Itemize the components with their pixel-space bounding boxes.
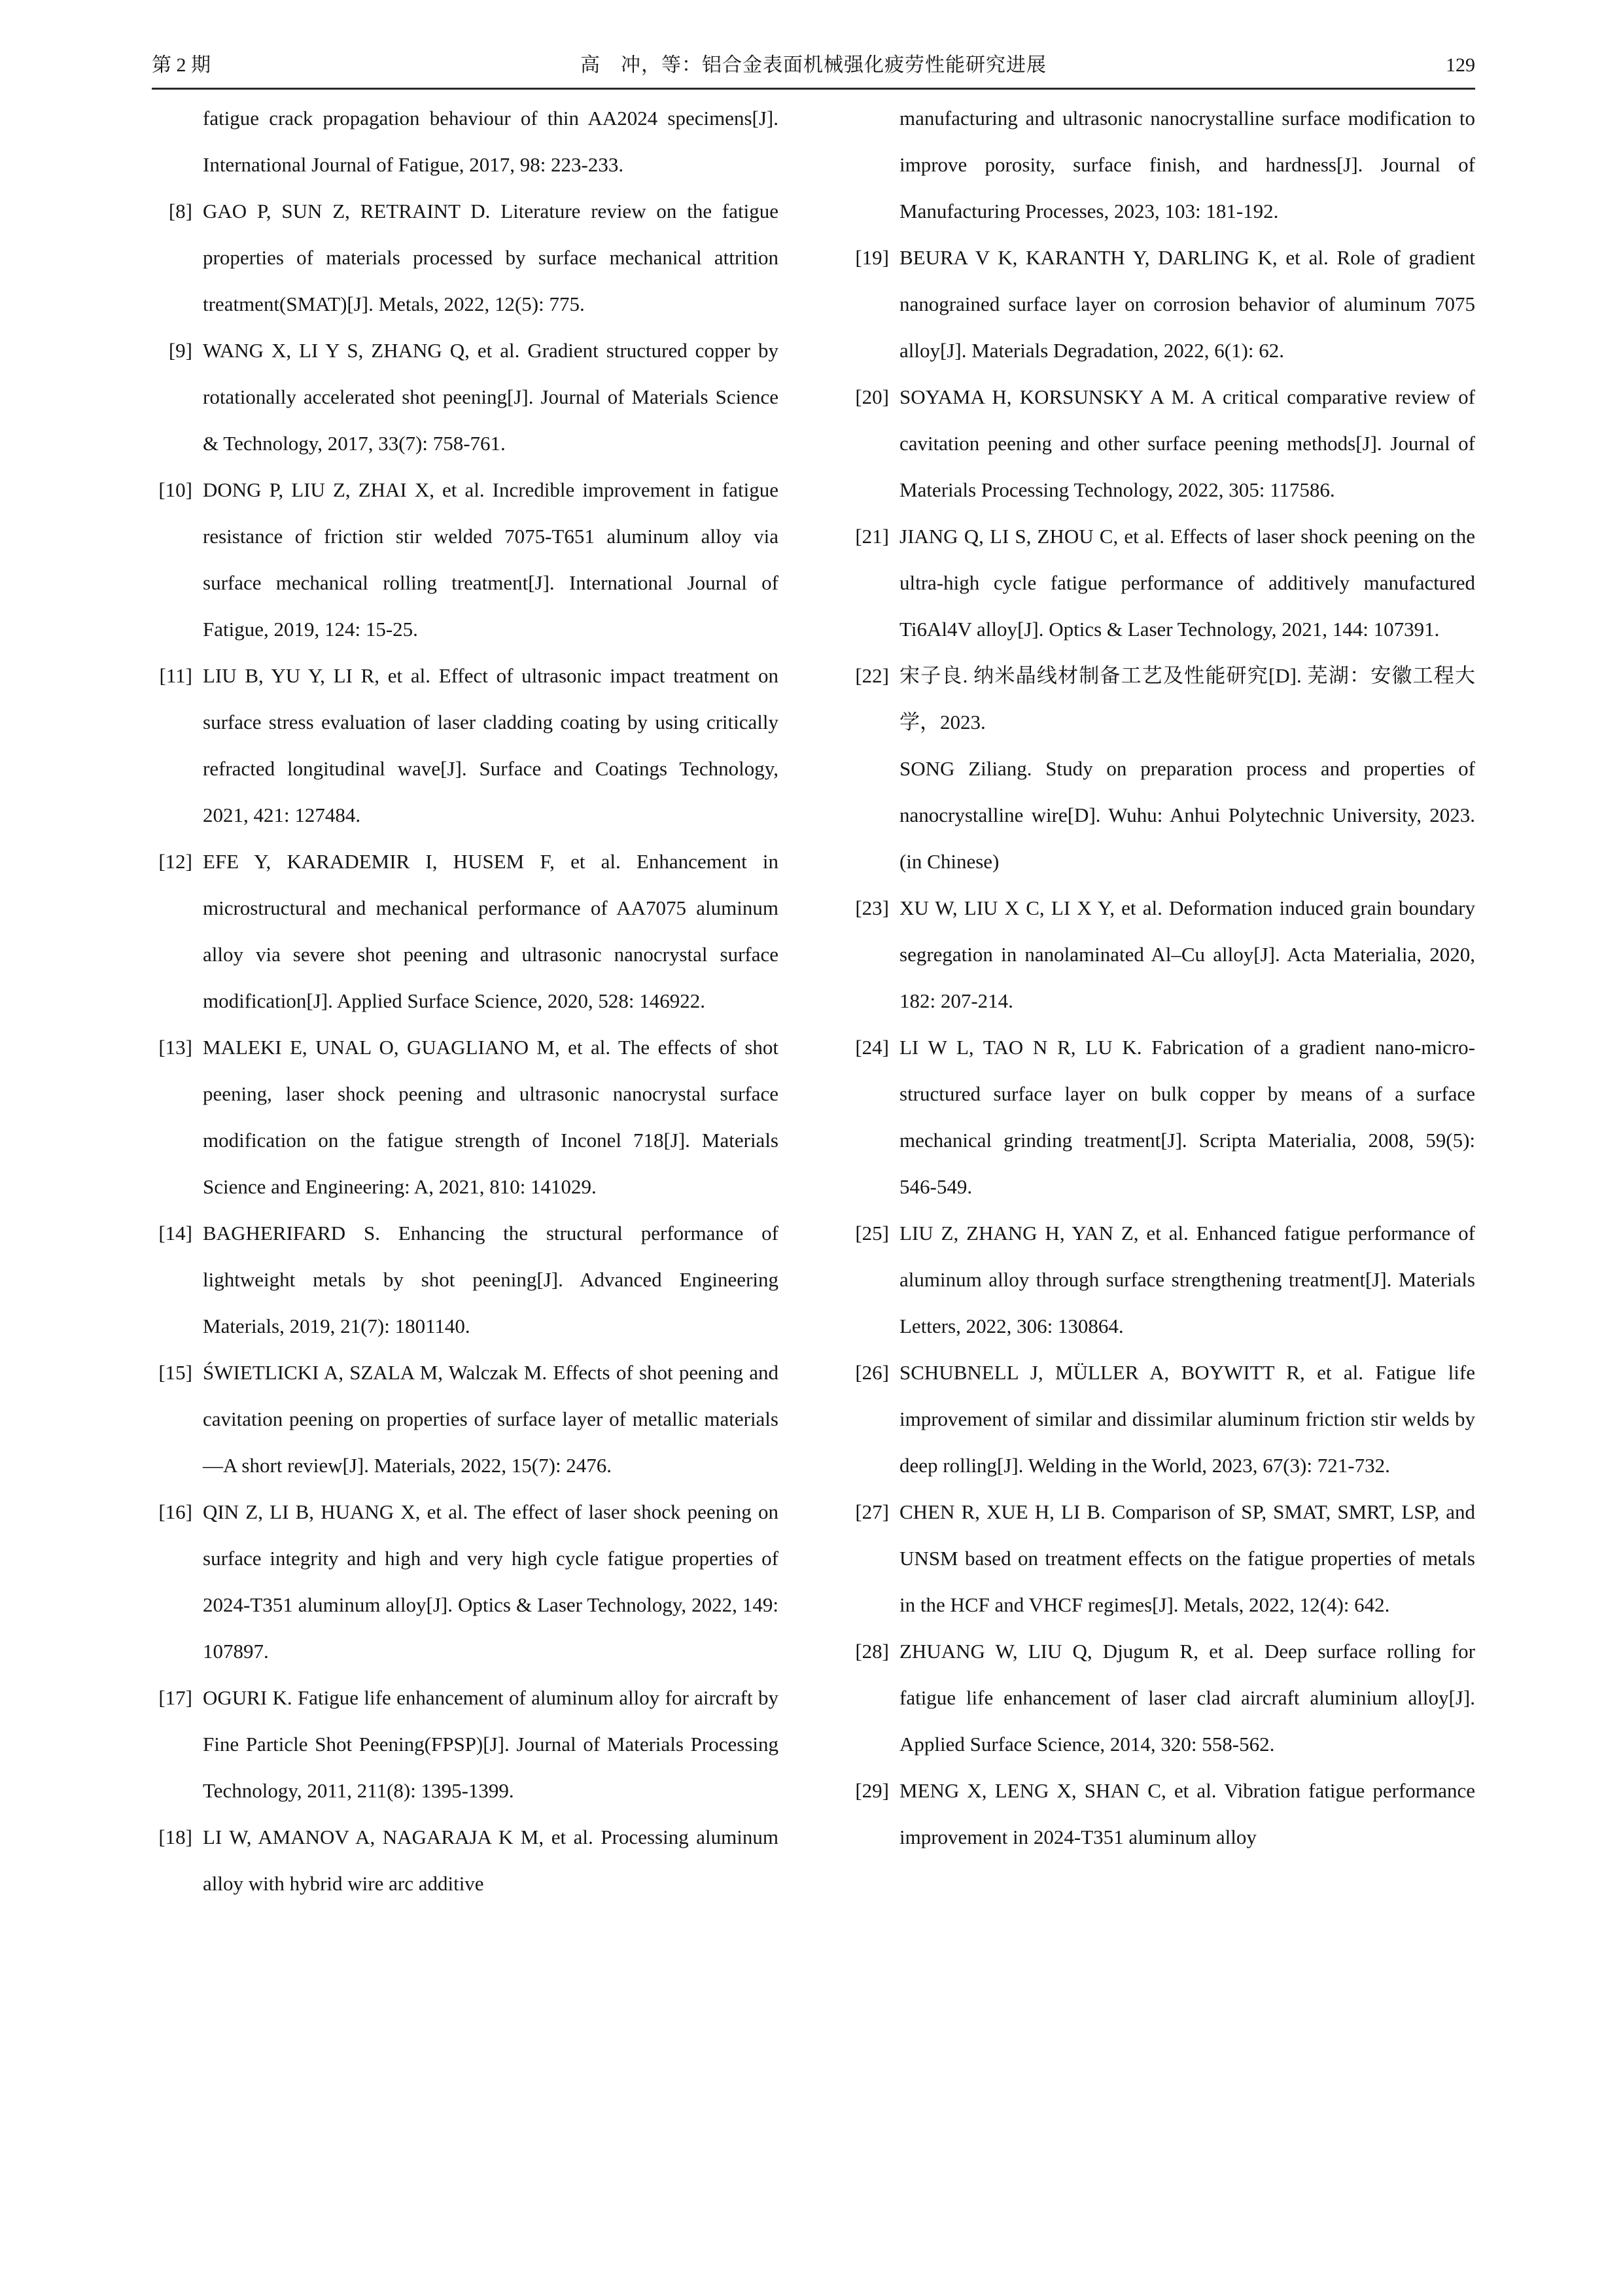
reference-text: BEURA V K, KARANTH Y, DARLING K, et al. Role of gradient nanograined surface layer on corrosion behavior of aluminum 7075 alloy[J]. Materials Degradation, 2022, 6(1): 62. bbox=[899, 246, 1475, 362]
reference-entry bbox=[152, 467, 778, 652]
reference-number: [17] bbox=[158, 1686, 192, 1709]
reference-text: QIN Z, LI B, HUANG X, et al. The effect of laser shock peening on surface integrity and high and very high cycle fatigue properties of 2024-T351 aluminum alloy[J]. Optics & Laser Technology, 2022, 149: 107897. bbox=[203, 1500, 778, 1663]
reference-entry bbox=[152, 1814, 778, 1907]
reference-entry bbox=[152, 95, 778, 188]
reference-entry bbox=[152, 1349, 778, 1489]
reference-number: [10] bbox=[158, 478, 192, 501]
running-title: 高 冲，等：铝合金表面机械强化疲劳性能研究进展 bbox=[580, 54, 1047, 76]
reference-number: [13] bbox=[158, 1036, 192, 1059]
reference-text: OGURI K. Fatigue life enhancement of aluminum alloy for aircraft by Fine Particle Shot Peening(FPSP)[J]. Journal of Materials Processing Technology, 2011, 211(8): 1395-1399. bbox=[203, 1686, 778, 1802]
reference-text: 宋子良. 纳米晶线材制备工艺及性能研究[D]. 芜湖：安徽工程大学，2023. bbox=[899, 664, 1475, 733]
reference-entry bbox=[152, 1024, 778, 1210]
reference-text: MALEKI E, UNAL O, GUAGLIANO M, et al. The effects of shot peening, laser shock peening and ultrasonic nanocrystal surface modification on the fatigue strength of Inconel 718[J]. Materials Science and Engineering: A, 2021, 810: 141029. bbox=[203, 1036, 778, 1198]
page-number: 129 bbox=[1446, 54, 1475, 76]
reference-text: EFE Y, KARADEMIR I, HUSEM F, et al. Enhancement in microstructural and mechanical performance of AA7075 aluminum alloy via severe shot peening and ultrasonic nanocrystal surface modification[J]. Applied Surface Science, 2020, 528: 146922. bbox=[203, 850, 778, 1012]
reference-text: MENG X, LENG X, SHAN C, et al. Vibration fatigue performance improvement in 2024-T351 aluminum alloy bbox=[899, 1779, 1475, 1848]
reference-number: [8] bbox=[168, 200, 192, 222]
reference-number: [19] bbox=[855, 246, 889, 269]
reference-entry bbox=[152, 1210, 778, 1349]
reference-entry bbox=[848, 1210, 1475, 1349]
reference-number: [27] bbox=[855, 1500, 889, 1523]
reference-entry bbox=[848, 1767, 1475, 1860]
reference-text: SCHUBNELL J, MÜLLER A, BOYWITT R, et al. Fatigue life improvement of similar and dissimilar aluminum friction stir welds by deep rolling[J]. Welding in the World, 2023, 67(3): 721-732. bbox=[899, 1361, 1475, 1477]
reference-number: [11] bbox=[159, 664, 192, 687]
reference-text: LI W L, TAO N R, LU K. Fabrication of a gradient nano-micro-structured surface layer on bulk copper by means of a surface mechanical grinding treatment[J]. Scripta Materialia, 2008, 59(5): 546-549. bbox=[899, 1036, 1475, 1198]
references-column-right bbox=[848, 95, 1475, 1907]
reference-number: [29] bbox=[855, 1779, 889, 1802]
reference-translation: SONG Ziliang. Study on preparation process and properties of nanocrystalline wire[D]. Wuhu: Anhui Polytechnic University, 2023. (in Chinese) bbox=[899, 757, 1475, 873]
page-header bbox=[152, 48, 1475, 90]
reference-number: [23] bbox=[855, 896, 889, 919]
reference-number: [9] bbox=[168, 339, 192, 362]
journal-issue: 第 2 期 bbox=[152, 54, 211, 76]
reference-text: ZHUANG W, LIU Q, Djugum R, et al. Deep surface rolling for fatigue life enhancement of laser clad aircraft aluminium alloy[J]. Applied Surface Science, 2014, 320: 558-562. bbox=[899, 1640, 1475, 1756]
reference-number: [12] bbox=[158, 850, 192, 873]
reference-entry bbox=[848, 1349, 1475, 1489]
reference-text: ŚWIETLICKI A, SZALA M, Walczak M. Effects of shot peening and cavitation peening on properties of surface layer of metallic materials—A short review[J]. Materials, 2022, 15(7): 2476. bbox=[203, 1361, 778, 1477]
reference-entry bbox=[848, 885, 1475, 1024]
reference-entry bbox=[848, 95, 1475, 234]
reference-number: [26] bbox=[855, 1361, 889, 1384]
reference-number: [21] bbox=[855, 525, 889, 548]
reference-text: LIU Z, ZHANG H, YAN Z, et al. Enhanced fatigue performance of aluminum alloy through surface strengthening treatment[J]. Materials Letters, 2022, 306: 130864. bbox=[899, 1222, 1475, 1337]
reference-text: manufacturing and ultrasonic nanocrystalline surface modification to improve porosity, surface finish, and hardness[J]. Journal of Manufacturing Processes, 2023, 103: 181-192. bbox=[899, 107, 1475, 222]
reference-text: LI W, AMANOV A, NAGARAJA K M, et al. Processing aluminum alloy with hybrid wire arc additive bbox=[203, 1826, 778, 1895]
references-section bbox=[152, 95, 1475, 1907]
reference-entry bbox=[152, 188, 778, 327]
reference-text: GAO P, SUN Z, RETRAINT D. Literature review on the fatigue properties of materials processed by surface mechanical attrition treatment(SMAT)[J]. Metals, 2022, 12(5): 775. bbox=[203, 200, 778, 315]
reference-text: DONG P, LIU Z, ZHAI X, et al. Incredible improvement in fatigue resistance of friction stir welded 7075-T651 aluminum alloy via surface mechanical rolling treatment[J]. International Journal of Fatigue, 2019, 124: 15-25. bbox=[203, 478, 778, 641]
reference-entry bbox=[848, 652, 1475, 885]
reference-number: [16] bbox=[158, 1500, 192, 1523]
reference-number: [28] bbox=[855, 1640, 889, 1663]
reference-text: BAGHERIFARD S. Enhancing the structural performance of lightweight metals by shot peening[J]. Advanced Engineering Materials, 2019, 21(7): 1801140. bbox=[203, 1222, 778, 1337]
reference-number: [25] bbox=[855, 1222, 889, 1245]
reference-entry bbox=[848, 1489, 1475, 1628]
reference-number: [14] bbox=[158, 1222, 192, 1245]
reference-number: [20] bbox=[855, 385, 889, 408]
reference-text: WANG X, LI Y S, ZHANG Q, et al. Gradient structured copper by rotationally accelerated shot peening[J]. Journal of Materials Science & Technology, 2017, 33(7): 758-761. bbox=[203, 339, 778, 455]
reference-entry bbox=[848, 1628, 1475, 1767]
reference-number: [22] bbox=[855, 664, 889, 687]
reference-text: fatigue crack propagation behaviour of thin AA2024 specimens[J]. International Journal of Fatigue, 2017, 98: 223-233. bbox=[203, 107, 778, 176]
reference-entry bbox=[152, 652, 778, 838]
reference-entry bbox=[152, 327, 778, 467]
reference-entry bbox=[152, 838, 778, 1024]
reference-entry bbox=[152, 1489, 778, 1674]
reference-entry bbox=[848, 1024, 1475, 1210]
reference-entry bbox=[848, 374, 1475, 513]
reference-text: CHEN R, XUE H, LI B. Comparison of SP, SMAT, SMRT, LSP, and UNSM based on treatment effects on the fatigue properties of metals in the HCF and VHCF regimes[J]. Metals, 2022, 12(4): 642. bbox=[899, 1500, 1475, 1616]
reference-number: [24] bbox=[855, 1036, 889, 1059]
reference-text: JIANG Q, LI S, ZHOU C, et al. Effects of laser shock peening on the ultra-high cycle fatigue performance of additively manufactured Ti6Al4V alloy[J]. Optics & Laser Technology, 2021, 144: 107391. bbox=[899, 525, 1475, 641]
references-column-left bbox=[152, 95, 778, 1907]
reference-text: SOYAMA H, KORSUNSKY A M. A critical comparative review of cavitation peening and other surface peening methods[J]. Journal of Materials Processing Technology, 2022, 305: 117586. bbox=[899, 385, 1475, 501]
reference-text: XU W, LIU X C, LI X Y, et al. Deformation induced grain boundary segregation in nanolaminated Al–Cu alloy[J]. Acta Materialia, 2020, 182: 207-214. bbox=[899, 896, 1475, 1012]
reference-number: [18] bbox=[158, 1826, 192, 1848]
reference-entry bbox=[152, 1674, 778, 1814]
reference-number: [15] bbox=[158, 1361, 192, 1384]
reference-entry bbox=[848, 513, 1475, 652]
reference-text: LIU B, YU Y, LI R, et al. Effect of ultrasonic impact treatment on surface stress evaluation of laser cladding coating by using critically refracted longitudinal wave[J]. Surface and Coatings Technology, 2021, 421: 127484. bbox=[203, 664, 778, 826]
reference-entry bbox=[848, 234, 1475, 374]
